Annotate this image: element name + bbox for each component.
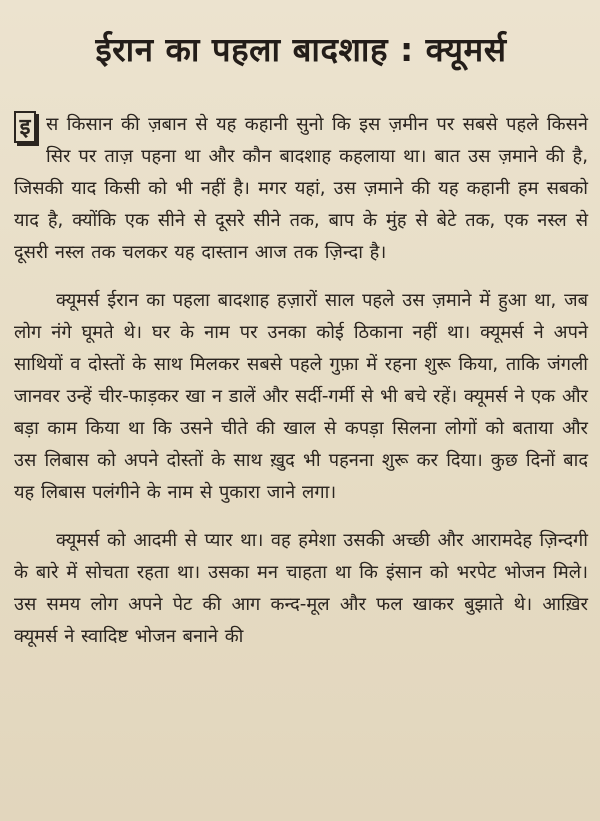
drop-cap: इ	[14, 111, 36, 143]
paragraph-1-text: स किसान की ज़बान से यह कहानी सुनो कि इस ज़मीन पर सबसे पहले किसने सिर पर ताज़ पहना था और कौन बादशाह कहलाया था। बात उस ज़माने की है, जिसकी याद किसी को भी नहीं है। मगर यहां, उस ज़माने की यह कहानी हम सबको याद है, क्योंकि एक सीने से दूसरे सीने तक, बाप के मुंह से बेटे तक, एक नस्ल से दूसरी नस्ल तक चलकर यह दास्तान आज तक ज़िन्दा है।	[14, 114, 588, 263]
chapter-title: ईरान का पहला बादशाह : क्यूमर्स	[95, 30, 507, 69]
book-page	[14, 26, 588, 653]
paragraph-1	[14, 109, 588, 269]
paragraph-2: क्यूमर्स ईरान का पहला बादशाह हज़ारों साल पहले उस ज़माने में हुआ था, जब लोग नंगे घूमते थे। घर के नाम पर उनका कोई ठिकाना नहीं था। क्यूमर्स ने अपने साथियों व दोस्तों के साथ मिलकर सबसे पहले गुफ़ा में रहना शुरू किया, ताकि जंगली जानवर उन्हें चीर-फाड़कर खा न डालें और सर्दी-गर्मी से भी बचे रहें। क्यूमर्स ने एक और बड़ा काम किया था कि उसने चीते की खाल से कपड़ा सिलना लोगों को बताया और उस लिबास को अपने दोस्तों के साथ ख़ुद भी पहनना शुरू कर दिया। कुछ दिनों बाद यह लिबास पलंगीने के नाम से पुकारा जाने लगा।	[14, 290, 588, 503]
paragraph-3: क्यूमर्स को आदमी से प्यार था। वह हमेशा उसकी अच्छी और आरामदेह ज़िन्दगी के बारे में सोचता रहता था। उसका मन चाहता था कि इंसान को भरपेट भोजन मिले। उस समय लोग अपने पेट की आग कन्द-मूल और फल खाकर बुझाते थे। आख़िर क्यूमर्स ने स्वादिष्ट भोजन बनाने की	[14, 530, 588, 647]
